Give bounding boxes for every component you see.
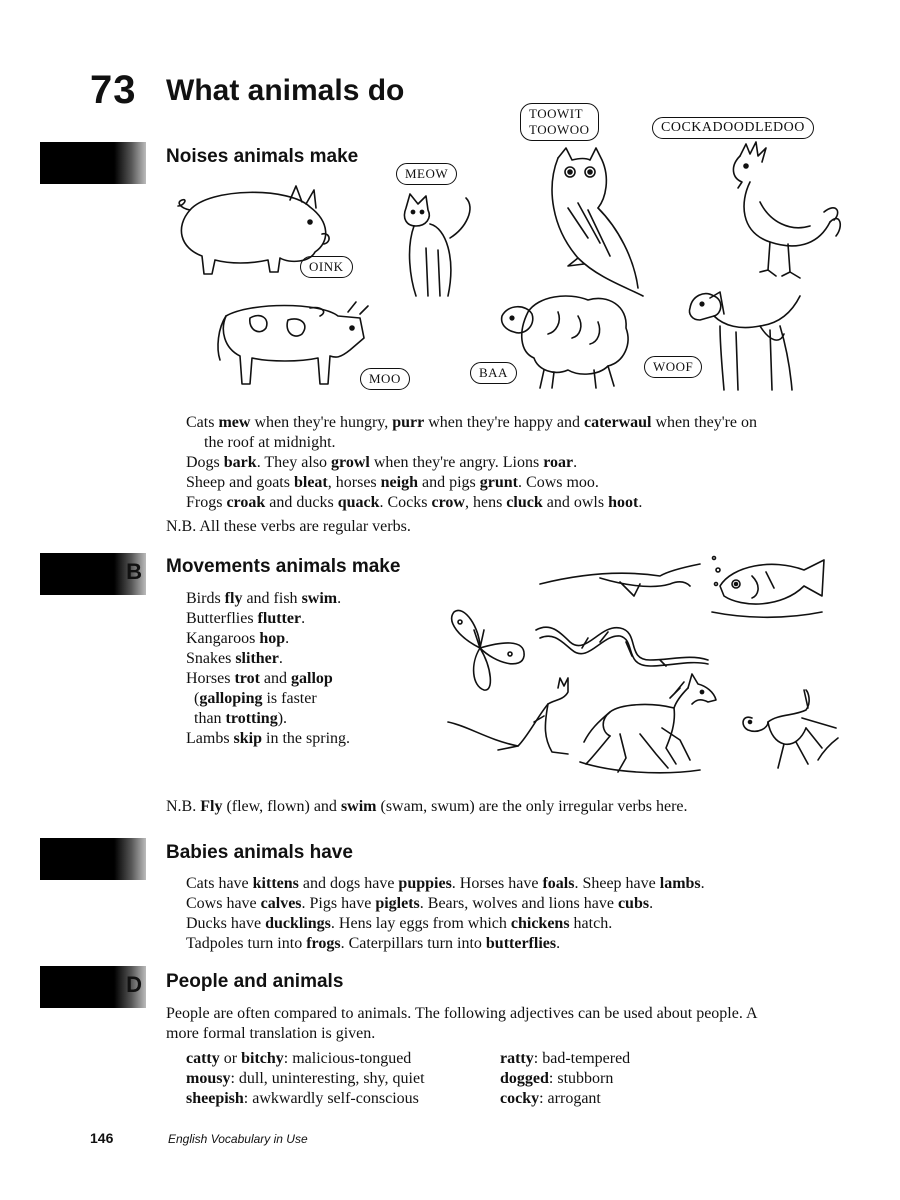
section-b-line-4: Snakes slither. xyxy=(186,650,283,667)
cat-illustration xyxy=(386,188,486,303)
section-d-right-3: cocky: arrogant xyxy=(500,1090,601,1107)
section-b-line-5: Horses trot and gallop xyxy=(186,670,333,687)
section-a-line-4: Sheep and goats bleat, horses neigh and pigs grunt. Cows moo. xyxy=(186,474,599,491)
kangaroo-illustration xyxy=(448,676,572,756)
section-c-line-4: Tadpoles turn into frogs. Caterpillars turn into butterflies. xyxy=(186,935,561,952)
section-tab-b xyxy=(40,553,146,595)
section-d-heading: People and animals xyxy=(166,971,344,992)
section-c-heading: Babies animals have xyxy=(166,842,353,863)
section-d-right-1: ratty: bad-tempered xyxy=(500,1050,631,1067)
section-b-letter: B xyxy=(126,559,142,584)
bubble-owl-line1: TOOWIT xyxy=(529,106,584,121)
bubble-cockadoodledoo: COCKADOODLEDOO xyxy=(652,117,814,139)
page-number: 146 xyxy=(90,1130,114,1146)
section-d-left-2: mousy: dull, uninteresting, shy, quiet xyxy=(186,1070,425,1087)
section-b-line-1: Birds fly and fish swim. xyxy=(186,590,342,607)
bubble-toowit xyxy=(520,103,599,141)
section-c-line-1: Cats have kittens and dogs have puppies. Horses have foals. Sheep have lambs. xyxy=(186,875,705,892)
book-title: English Vocabulary in Use xyxy=(168,1132,308,1146)
unit-title: What animals do xyxy=(166,74,405,107)
unit-number: 73 xyxy=(90,68,137,112)
section-a-line-5: Frogs croak and ducks quack. Cocks crow, hens cluck and owls hoot. xyxy=(186,494,643,511)
section-b-line-3: Kangaroos hop. xyxy=(186,630,290,647)
dog-illustration xyxy=(680,286,810,396)
bubble-baa: BAA xyxy=(470,362,517,384)
section-b-line-7: than trotting). xyxy=(194,710,288,727)
rooster-illustration xyxy=(720,142,850,292)
section-a-line-1: Cats mew when they're hungry, purr when they're happy and caterwaul when they're on xyxy=(186,414,758,431)
horse-illustration xyxy=(580,668,720,776)
section-c-line-3: Ducks have ducklings. Hens lay eggs from which chickens hatch. xyxy=(186,915,613,932)
lamb-illustration xyxy=(738,688,838,774)
section-tab-d xyxy=(40,966,146,1008)
section-b-line-2: Butterflies flutter. xyxy=(186,610,306,627)
section-d-left-1: catty or bitchy: malicious-tongued xyxy=(186,1050,412,1067)
bubble-woof: WOOF xyxy=(644,356,702,378)
section-b-heading: Movements animals make xyxy=(166,556,401,577)
section-b-note: N.B. Fly (flew, flown) and swim (swam, swum) are the only irregular verbs here. xyxy=(166,798,688,815)
cow-illustration xyxy=(210,298,370,390)
section-d-intro-1: People are often compared to animals. The following adjectives can be used about people. A xyxy=(166,1005,758,1022)
section-a-note: N.B. All these verbs are regular verbs. xyxy=(166,518,411,535)
pig-illustration xyxy=(170,182,340,282)
section-tab-a xyxy=(40,142,146,184)
sheep-illustration xyxy=(498,292,638,392)
section-d-right-2: dogged: stubborn xyxy=(500,1070,614,1087)
section-b-line-6: (galloping is faster xyxy=(194,690,317,707)
section-d-intro-2: more formal translation is given. xyxy=(166,1025,376,1042)
bubble-moo: MOO xyxy=(360,368,410,390)
section-tab-c xyxy=(40,838,146,880)
fish-illustration xyxy=(712,546,836,626)
section-b-line-8: Lambs skip in the spring. xyxy=(186,730,351,747)
section-a-line-2: the roof at midnight. xyxy=(204,434,336,451)
section-d-letter: D xyxy=(126,972,142,997)
bubble-meow: MEOW xyxy=(396,163,457,185)
owl-illustration xyxy=(538,148,658,298)
bubble-oink: OINK xyxy=(300,256,353,278)
section-d-left-3: sheepish: awkwardly self-conscious xyxy=(186,1090,419,1107)
section-c-line-2: Cows have calves. Pigs have piglets. Bears, wolves and lions have cubs. xyxy=(186,895,654,912)
snake-illustration xyxy=(530,620,710,668)
bird-illustration xyxy=(540,560,700,600)
section-a-heading: Noises animals make xyxy=(166,146,359,167)
bubble-owl-line2: TOOWOO xyxy=(529,122,590,137)
section-a-line-3: Dogs bark. They also growl when they're angry. Lions roar. xyxy=(186,454,578,471)
